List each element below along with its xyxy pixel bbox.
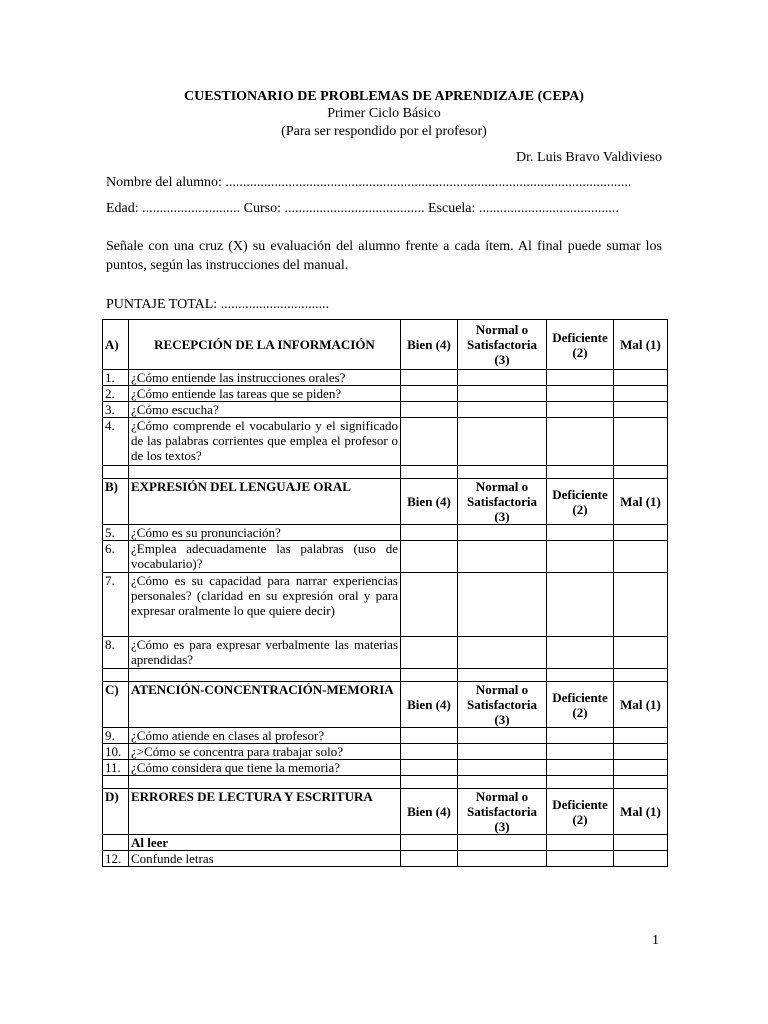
answer-cell-normal[interactable] (458, 573, 547, 637)
spacer-cell (103, 466, 129, 479)
answer-cell-bien[interactable] (401, 760, 458, 776)
spacer-cell (458, 466, 547, 479)
subheading-row (103, 835, 668, 851)
answer-cell-normal[interactable] (458, 525, 547, 541)
answer-cell-normal[interactable] (458, 760, 547, 776)
answer-cell-bien[interactable] (401, 541, 458, 573)
question-number: 10. (103, 744, 129, 760)
question-row (103, 851, 668, 867)
answer-cell-bien[interactable] (401, 386, 458, 402)
answer-cell-bien[interactable] (401, 525, 458, 541)
question-row (103, 760, 668, 776)
column-label: Mal (1) (620, 337, 661, 352)
question-text: ¿Cómo entiende las tareas que se piden? (129, 386, 401, 402)
spacer-cell (614, 776, 668, 789)
student-name-field: Nombre del alumno: .................................................................................................................... (106, 175, 632, 190)
column-label: Deficiente (2) (552, 796, 608, 827)
column-label: Normal o Satisfactoria (3) (466, 789, 538, 834)
answer-cell-deficiente[interactable] (547, 851, 614, 867)
answer-cell-bien[interactable] (401, 418, 458, 466)
answer-cell-mal[interactable] (614, 370, 668, 386)
column-label: Deficiente (2) (552, 689, 608, 720)
section-header-row (103, 789, 668, 835)
question-text: ¿Cómo es su capacidad para narrar experiencias personales? (claridad en su expresión oral y para expresar oralmente lo que quiere decir) (129, 573, 401, 637)
question-number: 5. (103, 525, 129, 541)
column-header-normal (458, 789, 547, 835)
column-header-bien (401, 789, 458, 835)
spacer-cell (129, 669, 401, 682)
answer-cell-bien[interactable] (401, 402, 458, 418)
total-score-field: PUNTAJE TOTAL: ............................... (106, 297, 330, 312)
column-label: Mal (1) (620, 697, 661, 712)
question-text: ¿>Cómo se concentra para trabajar solo? (129, 744, 401, 760)
spacer-cell (103, 669, 129, 682)
section-header-row (103, 682, 668, 728)
document-subtitle: Primer Ciclo Básico (327, 106, 441, 121)
answer-cell-bien[interactable] (401, 744, 458, 760)
answer-cell-mal[interactable] (614, 637, 668, 669)
column-label: Mal (1) (620, 494, 661, 509)
question-number: 3. (103, 402, 129, 418)
question-number: 4. (103, 418, 129, 466)
answer-cell-deficiente[interactable] (547, 573, 614, 637)
section-header-row (103, 320, 668, 370)
question-row (103, 541, 668, 573)
answer-cell-normal[interactable] (458, 744, 547, 760)
answer-cell-mal[interactable] (614, 541, 668, 573)
answer-cell-deficiente[interactable] (547, 760, 614, 776)
column-label: Bien (4) (407, 337, 451, 352)
spacer-cell (129, 466, 401, 479)
instructions-text: Señale con una cruz (X) su evaluación del alumno frente a cada ítem. Al final puede sumar los puntos, según las instrucciones del manual. (106, 239, 662, 273)
section-title: ERRORES DE LECTURA Y ESCRITURA (129, 789, 401, 835)
spacer-cell (547, 466, 614, 479)
answer-cell-deficiente[interactable] (547, 744, 614, 760)
question-text: Confunde letras (129, 851, 401, 867)
question-number: 8. (103, 637, 129, 669)
question-number: 12. (103, 851, 129, 867)
column-header-mal (614, 789, 668, 835)
column-header-mal (614, 479, 668, 525)
question-row (103, 744, 668, 760)
question-text: ¿Cómo considera que tiene la memoria? (129, 760, 401, 776)
answer-cell-normal[interactable] (458, 386, 547, 402)
question-text: ¿Cómo es para expresar verbalmente las materias aprendidas? (129, 637, 401, 669)
question-row (103, 728, 668, 744)
answer-cell-mal[interactable] (614, 386, 668, 402)
spacer-row (103, 776, 668, 789)
question-number: 7. (103, 573, 129, 637)
column-label: Deficiente (2) (552, 329, 608, 360)
question-number: 9. (103, 728, 129, 744)
answer-cell-deficiente[interactable] (547, 386, 614, 402)
column-header-normal (458, 682, 547, 728)
section-header-row (103, 479, 668, 525)
author-name: Dr. Luis Bravo Valdivieso (516, 150, 662, 165)
question-number: 2. (103, 386, 129, 402)
answer-cell-deficiente[interactable] (547, 525, 614, 541)
question-text: ¿Cómo es su pronunciación? (129, 525, 401, 541)
answer-cell-mal[interactable] (614, 728, 668, 744)
spacer-cell (401, 466, 458, 479)
spacer-cell (614, 669, 668, 682)
column-header-mal (614, 682, 668, 728)
spacer-cell (547, 669, 614, 682)
spacer-cell (401, 776, 458, 789)
answer-cell-bien[interactable] (401, 573, 458, 637)
answer-cell-normal[interactable] (458, 851, 547, 867)
answer-cell (401, 835, 458, 851)
subheading-label: Al leer (129, 835, 401, 851)
answer-cell-bien[interactable] (401, 851, 458, 867)
document-subtitle-note: (Para ser respondido por el profesor) (281, 124, 487, 139)
spacer-cell (401, 669, 458, 682)
answer-cell-deficiente[interactable] (547, 637, 614, 669)
column-header-deficiente (547, 682, 614, 728)
spacer-cell (458, 669, 547, 682)
age-course-school-field: Edad: ............................ Curso: ........................................ Escuela: ........................................ (106, 201, 619, 216)
question-row (103, 386, 668, 402)
answer-cell (547, 835, 614, 851)
answer-cell-mal[interactable] (614, 418, 668, 466)
spacer-cell (614, 466, 668, 479)
answer-cell-normal[interactable] (458, 370, 547, 386)
question-row (103, 370, 668, 386)
section-letter: D) (103, 789, 129, 835)
answer-cell-mal[interactable] (614, 525, 668, 541)
answer-cell-mal[interactable] (614, 760, 668, 776)
column-header-bien (401, 320, 458, 370)
page-number: 1 (652, 933, 659, 948)
column-label: Normal o Satisfactoria (3) (466, 322, 538, 367)
question-text: ¿Emplea adecuadamente las palabras (uso de vocabulario)? (129, 541, 401, 573)
question-row (103, 573, 668, 637)
answer-cell-deficiente[interactable] (547, 370, 614, 386)
questionnaire-table (102, 319, 668, 867)
column-header-deficiente (547, 789, 614, 835)
spacer-cell (458, 776, 547, 789)
answer-cell-bien[interactable] (401, 637, 458, 669)
column-label: Deficiente (2) (552, 486, 608, 517)
question-number: 11. (103, 760, 129, 776)
question-text: ¿Cómo comprende el vocabulario y el significado de las palabras corrientes que emplea el profesor o de los textos? (129, 418, 401, 466)
question-text: ¿Cómo escucha? (129, 402, 401, 418)
section-title: RECEPCIÓN DE LA INFORMACIÓN (129, 320, 401, 370)
column-header-bien (401, 479, 458, 525)
column-label: Normal o Satisfactoria (3) (466, 682, 538, 727)
answer-cell (458, 835, 547, 851)
column-header-normal (458, 479, 547, 525)
answer-cell-deficiente[interactable] (547, 541, 614, 573)
section-letter: B) (103, 479, 129, 525)
spacer-cell (129, 776, 401, 789)
column-label: Bien (4) (407, 494, 451, 509)
answer-cell-mal[interactable] (614, 851, 668, 867)
column-label: Mal (1) (620, 804, 661, 819)
section-title: ATENCIÓN-CONCENTRACIÓN-MEMORIA (129, 682, 401, 728)
document-title: CUESTIONARIO DE PROBLEMAS DE APRENDIZAJE (CEPA) (184, 89, 584, 104)
question-text: ¿Cómo entiende las instrucciones orales? (129, 370, 401, 386)
answer-cell-normal[interactable] (458, 402, 547, 418)
section-letter: A) (103, 320, 129, 370)
column-label: Bien (4) (407, 697, 451, 712)
answer-cell-mal[interactable] (614, 402, 668, 418)
answer-cell-deficiente[interactable] (547, 728, 614, 744)
question-number: 6. (103, 541, 129, 573)
empty-cell (103, 835, 129, 851)
column-label: Bien (4) (407, 804, 451, 819)
column-header-bien (401, 682, 458, 728)
spacer-row (103, 669, 668, 682)
question-text: ¿Cómo atiende en clases al profesor? (129, 728, 401, 744)
column-label: Normal o Satisfactoria (3) (466, 479, 538, 524)
answer-cell-normal[interactable] (458, 728, 547, 744)
column-header-deficiente (547, 479, 614, 525)
answer-cell (614, 835, 668, 851)
answer-cell-normal[interactable] (458, 637, 547, 669)
section-title: EXPRESIÓN DEL LENGUAJE ORAL (129, 479, 401, 525)
answer-cell-bien[interactable] (401, 728, 458, 744)
column-header-normal (458, 320, 547, 370)
question-row (103, 637, 668, 669)
question-row (103, 402, 668, 418)
answer-cell-mal[interactable] (614, 744, 668, 760)
column-header-deficiente (547, 320, 614, 370)
answer-cell-mal[interactable] (614, 573, 668, 637)
spacer-cell (547, 776, 614, 789)
answer-cell-normal[interactable] (458, 418, 547, 466)
spacer-cell (103, 776, 129, 789)
answer-cell-bien[interactable] (401, 370, 458, 386)
answer-cell-deficiente[interactable] (547, 418, 614, 466)
question-row (103, 525, 668, 541)
column-header-mal (614, 320, 668, 370)
question-number: 1. (103, 370, 129, 386)
section-letter: C) (103, 682, 129, 728)
answer-cell-normal[interactable] (458, 541, 547, 573)
answer-cell-deficiente[interactable] (547, 402, 614, 418)
spacer-row (103, 466, 668, 479)
question-row (103, 418, 668, 466)
